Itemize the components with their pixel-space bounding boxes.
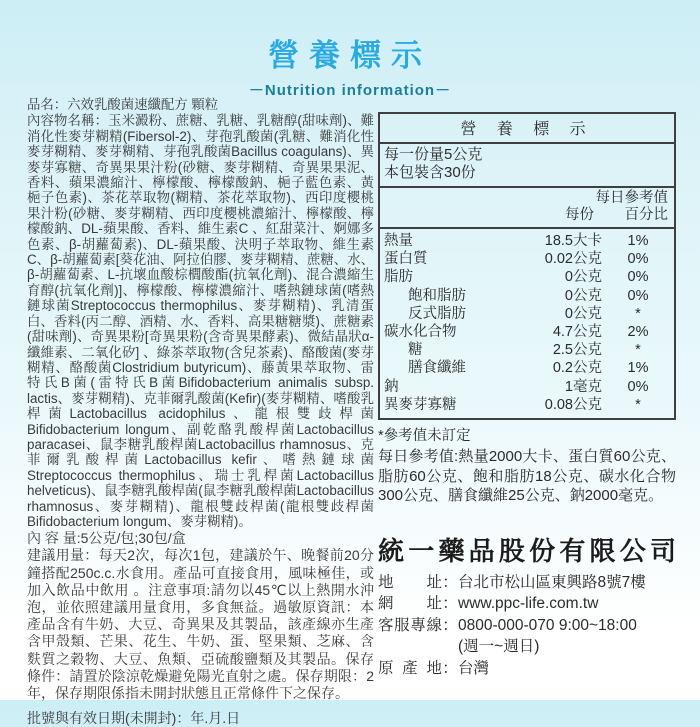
servings-per-pack: 本包裝含30份 — [384, 164, 476, 181]
product-info-section — [27, 97, 374, 727]
col-percent-header: 百分比 — [624, 207, 668, 223]
page-header — [0, 30, 700, 100]
product-name: 品名：六效乳酸菌速纖配方 顆粒 — [27, 97, 219, 112]
page-subtitle: －Nutrition information－ — [248, 82, 452, 99]
nutrition-table-title: 營 養 標 示 — [380, 114, 674, 144]
table-row-fat: 脂肪 0公克 0% — [384, 269, 649, 286]
serving-info — [380, 144, 674, 188]
daily-reference-values: 每日參考值:熱量2000大卡、蛋白質60公克、脂肪60公克、飽和脂肪18公克、碳水化合物300公克、膳食纖維25公克、鈉2000毫克。 — [378, 448, 676, 505]
table-row-carbohydrate: 碳水化合物 4.7公克 2% — [384, 324, 649, 341]
company-info-section — [378, 536, 676, 680]
table-row-dietary-fiber: 膳食纖維 0.2公克 1% — [408, 360, 649, 377]
table-row-protein: 蛋白質 0.02公克 0% — [384, 251, 649, 268]
company-hotline-row: 客服專線 ： 0800-000-070 9:00~18:00 — [378, 616, 637, 634]
table-row-saturated-fat: 飽和脂肪 0公克 0% — [408, 287, 649, 304]
table-row-sugar: 糖 2.5公克 * — [408, 342, 641, 359]
company-origin-row: 原產地 ： 台灣 — [378, 659, 490, 677]
table-row-isomaltooligosaccharide: 異麥芽寡糖 0.08公克 * — [384, 396, 641, 413]
ingredients-text: 內容物名稱：玉米澱粉、蔗糖、乳糖、乳糖醇(甜味劑)、難消化性麥芽糊精(Fibersol-2)、芽孢乳酸菌(乳糖、難消化性麥芽糊精、麥芽糊精、芽孢乳酸菌Bacillus coagulans)、異麥芽寡糖、奇異果果汁粉(砂糖、麥芽糊精、奇異果果泥、香料、蘋果濃縮汁、檸檬酸、檸檬酸鈉、梔子藍色素、黃梔子色素)、茶花萃取物(糊精、茶花萃取物)、西印度櫻桃果汁粉(砂糖、麥芽糊精、西印度櫻桃濃縮汁、檸檬酸、檸檬酸鈉、DL-蘋果酸、香料、維生素C 、紅甜菜汁、婀娜多色素、β-胡蘿蔔素)、DL-蘋果酸、決明子萃取物、維生素C、β-胡蘿蔔素[葵花油、阿拉伯膠、麥芽糊精、蔗糖、水、β-胡蘿蔔素、L-抗壞血酸棕櫚酸酯(抗氧化劑)、混合濃縮生育醇(抗氧化劑)]、檸檬酸、檸檬濃縮汁、嗜熱鏈球菌(嗜熱鏈球菌Streptococcus thermophilus、麥芽糊精)、乳清蛋白、香料(丙二醇、酒精、水、香料、高果糖糖漿)、蔗糖素(甜味劑)、奇異果粉[奇異果粉(含奇異果酵素)、微結晶狀α-纖維素、二氧化矽] 、綠茶萃取物(含兒茶素)、酪酸菌(麥芽糊精、酪酸菌Clostridium butyricum)、藤黃果萃取物、雷特氏B菌(雷特氏B菌Bifidobacterium animalis subsp. lactis、麥芽糊精)、克菲爾乳酸菌(Kefir)(麥芽糊精、嗜酸乳桿菌Lactobacillus acidophilus、龍根雙歧桿菌Bifidobacterium longum、副乾酪乳酸桿菌Lactobacillus paracasei、鼠李糖乳酸桿菌Lactobacillus rhamnosus、克菲爾乳酸桿菌Lactobacillus kefir、嗜熱鏈球菌Streptococcus thermophilus、瑞士乳桿菌Lactobacillus helveticus)、鼠李糖乳酸桿菌(鼠李糖乳酸桿菌Lactobacillus rhamnosus、麥芽糊精)、龍根雙歧桿菌(龍根雙歧桿菌Bifidobacterium longum、麥芽糊精)。 — [27, 113, 374, 529]
page-title: 營養標示 — [268, 38, 432, 73]
nutrition-facts-section — [378, 112, 676, 679]
company-address-row: 地址 ： 台北市松山區東興路8號7樓 — [378, 573, 646, 591]
company-name: 統一藥品股份有限公司 — [378, 535, 676, 566]
table-row-trans-fat: 反式脂肪 0公克 * — [408, 305, 641, 322]
usage-directions: 建議用量：每天2次，每次1包，建議於午、晚餐前20分鐘搭配250c.c.水食用。產品可直接食用，風味極佳，或加入飲品中飲用 。注意事項:請勿以45℃以上熱開水沖泡，並依照建議用量食用，多食無益。過敏原資訊：本產品含有牛奶、大豆、奇異果及其製品，該產線亦生產含甲殼類、芒果、花生、牛奶、蛋、堅果類、芝麻、含麩質之穀物、大豆、魚類、亞硫酸鹽類及其製品。保存條件：請置於陰涼乾燥避免陽光直射之處。保存期限：2年，保存期限係指未開封狀態且正常條件下之保存。 — [27, 547, 374, 701]
company-hotline-hours-row: (週一~週日) — [458, 638, 540, 656]
batch-expiry: 批號與有效日期(未開封)：年.月.日 — [27, 710, 241, 727]
col-per-serving-header: 每份 — [565, 207, 594, 223]
company-contact-list — [378, 572, 676, 680]
nutrition-facts-table — [378, 112, 676, 420]
table-row-calories: 熱量 18.5大卡 1% — [384, 233, 649, 249]
net-content: 內 容 量:5公克/包;30包/盒 — [27, 530, 186, 547]
serving-size: 每一份量5公克 — [384, 146, 483, 163]
reference-footnote: *參考值未訂定 — [378, 428, 471, 445]
company-website-url: www.ppc-life.com.tw — [458, 595, 599, 613]
table-row-sodium: 鈉 1毫克 0% — [384, 378, 649, 395]
company-website-row: 網址 ： www.ppc-life.com.tw — [378, 593, 676, 615]
nutrition-column-headers — [380, 188, 674, 229]
col-daily-reference-header: 每日參考值 — [595, 190, 668, 206]
nutrition-rows — [380, 229, 674, 418]
